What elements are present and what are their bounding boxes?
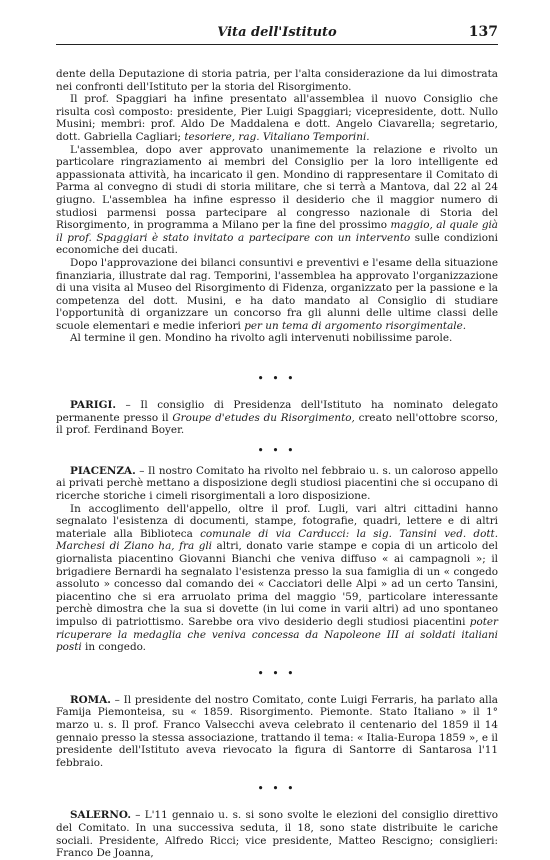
paragraph-italic: comunale di via Carducci: la sig. Tansini ved. dott. Marchesi di Ziano ha, fra gli [56,527,498,553]
section-salerno [56,809,498,859]
paragraph-text: in congedo. [81,641,146,654]
paragraph-italic: Groupe d'etudes du Risorgimento, [172,411,355,424]
paragraph-text: – Il consiglio di Presidenza dell'Istituto ha nominato delegato permanente presso il [56,399,498,424]
paragraph-text: dente della Deputazione di storia patria, per l'alta considerazione da lui dimostrata nei confronti dell'Istituto per la storia del Risorgimento. [56,68,498,93]
paragraph-text: creato nell'ottobre scorso, il prof. Ferdinand Boyer. [56,411,498,437]
section-heading: ROMA. [70,693,111,706]
paragraph-italic: maggio, al quale già il prof. Spaggiari è stato invitato a partecipare con un intervento [56,219,498,244]
section-parigi [56,399,498,437]
paragraph [56,257,498,333]
page-header [56,22,498,45]
paragraph-text: Dopo l'approvazione dei bilanci consuntivi e preventivi e l'esame della situazione finanziaria, illustrate dal rag. Temporini, l'assemblea ha approvato l'organizzazione di una visita al Museo del Risorgimento di Fidenza, organizzato per la passione e la competenza del dott. Musini, e ha dato mandato al Consiglio di studiare l'opportunità di organizzare un concorso fra gli alunni delle ultime classi delle scuole elementari e medie inferiori [56,256,498,332]
paragraph [56,144,498,257]
paragraph-text: altri, donato varie stampe e copia di un articolo del giornalista piacentino Giovanni Bianchi che veniva diffuso « ai campagnoli »; il brigadiere Bernardi ha segnalato l'esistenza presso la sua famiglia di un « congedo assoluto » concesso dal comando dei « Cacciatori delle Alpi » ad un certo Tansini, piacentino che si era arruolato prima del maggio '59, particolare interessante perchè dimostra che la sua si dovette (in lui come in varii altri) ad uno spontaneo impulso di patriottismo. Sarebbe ora vivo desiderio degli studiosi piacentini [56,540,498,628]
paragraph-text: L'assemblea, dopo aver approvato unanimemente la relazione e rivolto un particolare ringraziamento ai membri del Consiglio per la loro intelligente ed appassionata attività, ha incaricato il gen. Mondino di rappresentare il Comitato di Parma al convegno di studi di storia militare, che si terrà a Mantova, dal 22 al 24 giugno. L'assemblea ha infine espresso il desiderio che il maggior numero di studiosi parmensi possa partecipare al congresso nazionale di Storia del Risorgimento, in programma a Milano per la fine del prossimo [56,143,498,232]
section-separator: • • • [257,445,297,456]
page-number: 137 [468,24,498,40]
paragraph [56,93,498,143]
paragraph-text: – L'11 gennaio u. s. si sono svolte le elezioni del consiglio direttivo del Comitato. In una successiva seduta, il 18, sono state distribuite le cariche sociali. Presidente, Alfredo Ricci; vice presidente, Matteo Rescigno; consiglieri: Franco De Joanna, [56,809,498,860]
paragraph-italic: tesoriere, rag. Vitaliano Temporini. [184,130,370,143]
paragraph-text: Il prof. Spaggiari ha infine presentato all'assemblea il nuovo Consiglio che risulta così composto: presidente, Pier Luigi Spaggiari; vicepresidente, dott. Nullo Musini; membri: prof. Aldo De Maddalena e dott. Angelo Ciavarella; segretario, dott. Gabriella Cagliari; [56,93,498,143]
section-heading: SALERNO. [70,809,131,822]
paragraph-text: – Il nostro Comitato ha rivolto nel febbraio u. s. un caloroso appello ai privati perchè mettano a disposizione degli studiosi piacentini che si occupano di ricerche storiche i cimeli risorgimentali a loro disposizione. [56,464,498,503]
section-separator: • • • [257,784,297,795]
paragraph [56,332,498,345]
section-separator: • • • [257,374,297,385]
paragraph [56,68,498,93]
section-piacenza [56,465,498,503]
section-heading: PIACENZA. [70,464,136,477]
running-title: Vita dell'Istituto [217,25,337,40]
paragraph-text: In accoglimento dell'appello, oltre il prof. Lugli, vari altri cittadini hanno segnalato l'esistenza di documenti, stampe, fotografie, quadri, lettere e di altri materiale alla Biblioteca [56,502,498,540]
section-heading: PARIGI. [70,399,116,412]
page-body [56,68,498,860]
section-separator: • • • [257,668,297,679]
paragraph-text: – Il presidente del nostro Comitato, conte Luigi Ferraris, ha parlato alla Famija Piemonteisa, su « 1859. Risorgimento. Piemonte. Stato Italiano » il 1° marzo u. s. Il prof. Franco Valsecchi aveva celebrato il centenario del 1859 il 14 gennaio presso la stessa associazione, trattando il tema: « Italia-Europa 1859 », e il presidente dell'Istituto aveva rievocato la figura di Santorre di Santarosa l'11 febbraio. [56,693,498,769]
paragraph [56,503,498,654]
section-roma [56,694,498,770]
paragraph-text: Al termine il gen. Mondino ha rivolto agli intervenuti nobilissime parole. [70,332,453,345]
paragraph-text: sulle condizioni economiche dei ducati. [56,231,498,257]
paragraph-italic: per un tema di argomento risorgimentale. [244,319,467,332]
paragraph-italic: poter ricuperare la medaglia che veniva concessa da Napoleone III ai soldati italiani posti [56,615,498,654]
